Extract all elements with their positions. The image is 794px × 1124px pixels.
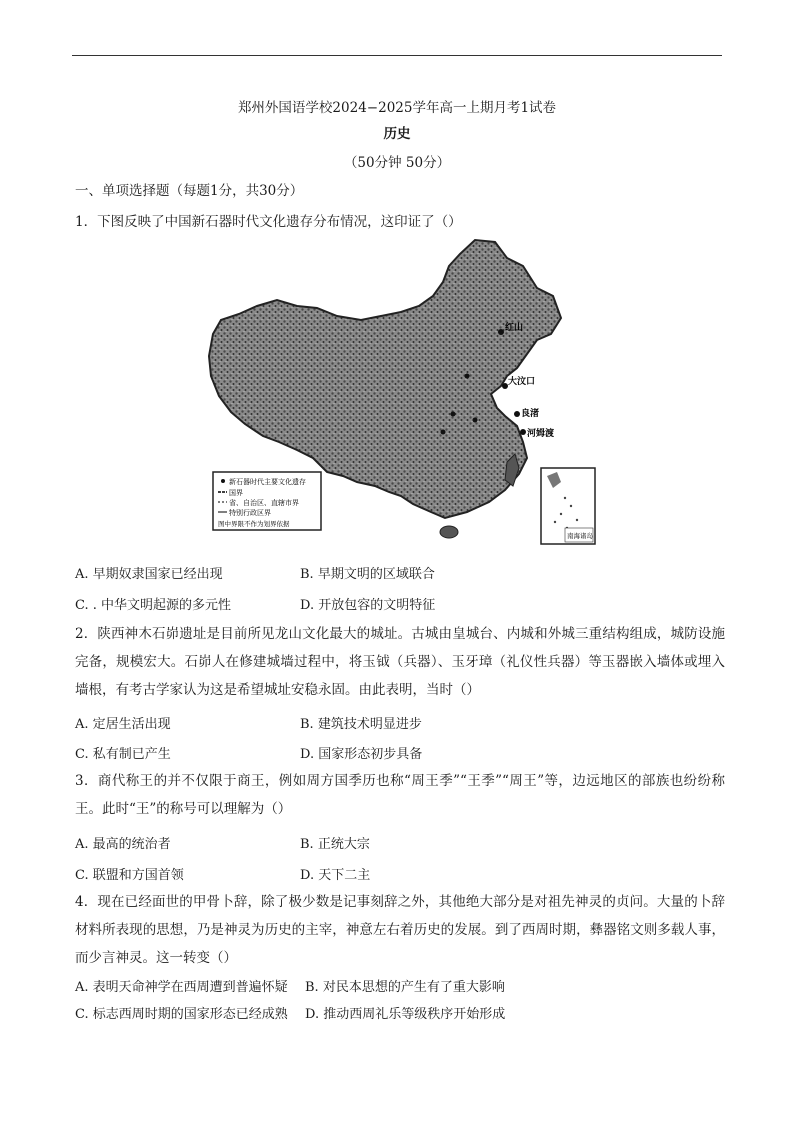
option-3b[interactable]: B. 正统大宗 — [300, 837, 370, 852]
option-3c[interactable]: C. 联盟和方国首领 — [75, 868, 184, 883]
section-heading: 一、单项选择题（每题1分，共30分） — [75, 183, 304, 199]
map-legend — [213, 472, 321, 530]
option-1b[interactable]: B. 早期文明的区域联合 — [300, 567, 435, 582]
legend-item: 新石器时代主要文化遗存 — [229, 478, 306, 486]
option-1a[interactable]: A. 早期奴隶国家已经出现 — [75, 567, 223, 582]
question-1 — [75, 208, 725, 236]
question-stem: 2．陕西神木石峁遗址是目前所见龙山文化最大的城址。古城由皇城台、内城和外城三重结构组成，城防设施完备，规模宏大。石峁人在修建城墙过程中，将玉钺（兵器）、玉牙璋（礼仪性兵器）等玉器嵌入墙体或埋入墙根，有考古学家认为这是希望城址安稳永固。由此表明，当时（） — [75, 626, 725, 698]
option-2d[interactable]: D. 国家形态初步具备 — [300, 747, 423, 762]
map-label: 良渚 — [521, 409, 540, 419]
legend-item: 省、自治区、直辖市界 — [229, 499, 299, 507]
option-4c[interactable]: C. 标志西周时期的国家形态已经成熟 — [75, 1007, 288, 1022]
map-label: 红山 — [505, 323, 524, 333]
map-label: 河姆渡 — [527, 429, 555, 439]
option-2a[interactable]: A. 定居生活出现 — [75, 717, 171, 732]
question-2 — [75, 620, 725, 704]
option-1d[interactable]: D. 开放包容的文明特征 — [300, 598, 436, 613]
option-3a[interactable]: A. 最高的统治者 — [75, 837, 171, 852]
inset-label: 南海诸岛 — [567, 532, 593, 540]
question-stem: 1．下图反映了中国新石器时代文化遗存分布情况，这印证了（） — [75, 214, 462, 230]
option-4a[interactable]: A. 表明天命神学在西周遭到普遍怀疑 — [75, 980, 288, 995]
legend-note: 图中界限不作为划界依据 — [218, 520, 290, 528]
question-stem: 3．商代称王的并不仅限于商王，例如周方国季历也称“周王季”“王季”“周王”等，边远地区的部族也纷纷称王。此时“王”的称号可以理解为（） — [75, 773, 725, 817]
question-stem: 4．现在已经面世的甲骨卜辞，除了极少数是记事刻辞之外，其他绝大部分是对祖先神灵的贞问。大量的卜辞材料所表现的思想，乃是神灵为历史的主宰，神意左右着历史的发展。到了西周时期，彝器铭文则多载人事，而少言神灵。这一转变（） — [75, 894, 725, 966]
option-2b[interactable]: B. 建筑技术明显进步 — [300, 717, 422, 732]
option-1c[interactable]: C. . 中华文明起源的多元性 — [75, 598, 232, 613]
option-4d[interactable]: D. 推动西周礼乐等级秩序开始形成 — [305, 1007, 506, 1022]
time-score: （50分钟 50分） — [343, 155, 451, 171]
option-2c[interactable]: C. 私有制已产生 — [75, 747, 171, 762]
map-label: 大汶口 — [508, 377, 536, 387]
option-3d[interactable]: D. 天下二主 — [300, 868, 371, 883]
option-4b[interactable]: B. 对民本思想的产生有了重大影响 — [305, 980, 505, 995]
subject-title: 历史 — [383, 126, 411, 142]
china-map-figure — [205, 236, 597, 548]
china-map — [205, 236, 597, 548]
hainan-island — [440, 526, 458, 538]
top-rule — [72, 55, 722, 56]
exam-title: 郑州外国语学校2024−2025学年高一上期月考1试卷 — [237, 100, 557, 116]
legend-item: 特别行政区界 — [229, 509, 271, 517]
legend-item: 国界 — [229, 489, 243, 497]
question-4 — [75, 888, 725, 972]
question-3 — [75, 767, 725, 823]
